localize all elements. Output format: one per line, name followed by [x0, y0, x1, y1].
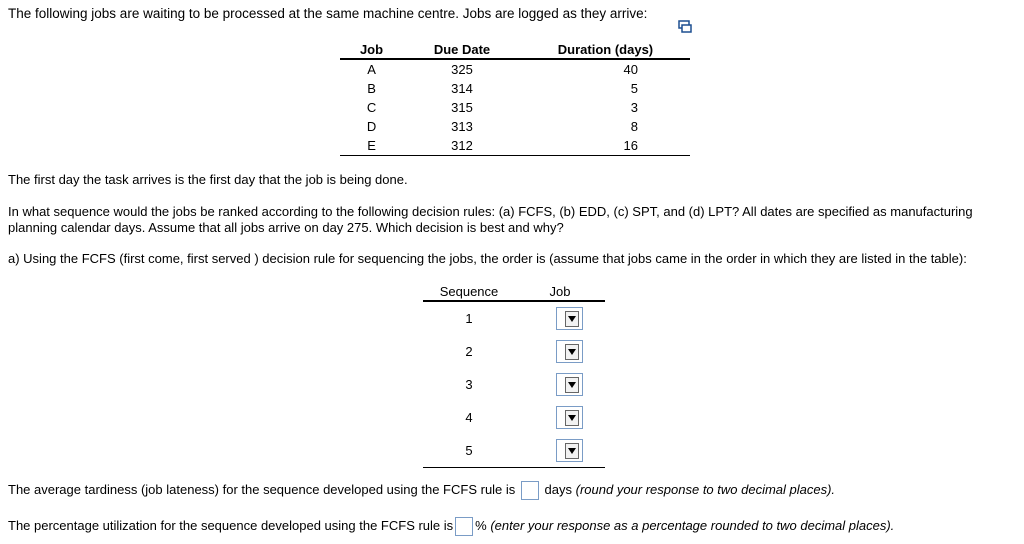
- table-row: [423, 401, 605, 434]
- note-first-day: The first day the task arrives is the first day that the job is being done.: [8, 172, 408, 187]
- table-row: [340, 79, 690, 98]
- tardiness-unit: days: [544, 481, 573, 497]
- header-job: Job: [340, 40, 403, 59]
- chevron-down-icon: [565, 443, 579, 459]
- job-cell: D: [366, 119, 377, 134]
- job-cell: A: [367, 62, 376, 77]
- jobs-table-header: [340, 40, 690, 59]
- header-job: Job: [515, 283, 605, 301]
- utilization-input[interactable]: [455, 517, 473, 536]
- job-select-2[interactable]: [556, 340, 583, 363]
- duration-cell: 3: [630, 100, 638, 115]
- duration-cell: 16: [521, 136, 690, 156]
- job-select-5[interactable]: [556, 439, 583, 462]
- question-intro: The following jobs are waiting to be processed at the same machine centre. Jobs are logged as they arrive:: [8, 6, 648, 21]
- table-row: [423, 301, 605, 335]
- due-date-cell: 315: [451, 100, 473, 115]
- question-text: In what sequence would the jobs be ranked according to the following decision rules: (a) FCFS, (b) EDD, (c) SPT, and (d) LPT? All dates are specified as manufacturing planning calendar days. Assume that all jobs arrive on day 275. Which decision is best and why?: [8, 204, 973, 235]
- tardiness-hint: (round your response to two decimal places).: [575, 481, 836, 497]
- sequence-number: 1: [465, 311, 473, 326]
- duration-cell: 8: [630, 119, 638, 134]
- tardiness-question: [8, 481, 835, 500]
- table-row: [340, 136, 690, 156]
- due-date-cell: 313: [451, 119, 473, 134]
- due-date-cell: 314: [451, 81, 473, 96]
- chevron-down-icon: [565, 344, 579, 360]
- due-date-cell: 312: [403, 136, 521, 156]
- table-row: [340, 98, 690, 117]
- chevron-down-icon: [565, 410, 579, 426]
- job-select-1[interactable]: [556, 307, 583, 330]
- tardiness-label: The average tardiness (job lateness) for the sequence developed using the FCFS rule is: [8, 481, 516, 497]
- chevron-down-icon: [565, 311, 579, 327]
- table-row: [340, 59, 690, 79]
- job-cell: E: [340, 136, 403, 156]
- utilization-question: [8, 517, 894, 536]
- tardiness-input[interactable]: [521, 481, 539, 500]
- utilization-label: The percentage utilization for the sequence developed using the FCFS rule is: [8, 517, 454, 533]
- job-select-3[interactable]: [556, 373, 583, 396]
- header-sequence: Sequence: [423, 283, 515, 301]
- copy-table-icon[interactable]: [678, 20, 692, 34]
- utilization-hint: (enter your response as a percentage rounded to two decimal places).: [490, 517, 895, 533]
- job-cell: B: [367, 81, 376, 96]
- sequence-number: 3: [465, 377, 473, 392]
- table-row: [340, 117, 690, 136]
- sequence-number: 4: [465, 410, 473, 425]
- job-select-4[interactable]: [556, 406, 583, 429]
- sequence-table-header: [423, 283, 605, 301]
- header-due-date: Due Date: [403, 40, 521, 59]
- header-duration: Duration (days): [521, 40, 690, 59]
- due-date-cell: 325: [451, 62, 473, 77]
- job-cell: C: [366, 100, 377, 115]
- jobs-table: [340, 40, 690, 156]
- duration-cell: 40: [623, 62, 638, 77]
- part-a-prompt: a) Using the FCFS (first come, first served ) decision rule for sequencing the jobs, the order is (assume that jobs came in the order in which they are listed in the table):: [8, 251, 967, 266]
- table-row: [423, 434, 605, 468]
- table-row: [423, 335, 605, 368]
- sequence-table: [423, 283, 605, 468]
- utilization-unit: %: [475, 517, 487, 533]
- table-row: [423, 368, 605, 401]
- sequence-number: 2: [465, 344, 473, 359]
- duration-cell: 5: [630, 81, 638, 96]
- chevron-down-icon: [565, 377, 579, 393]
- sequence-number: 5: [423, 434, 515, 468]
